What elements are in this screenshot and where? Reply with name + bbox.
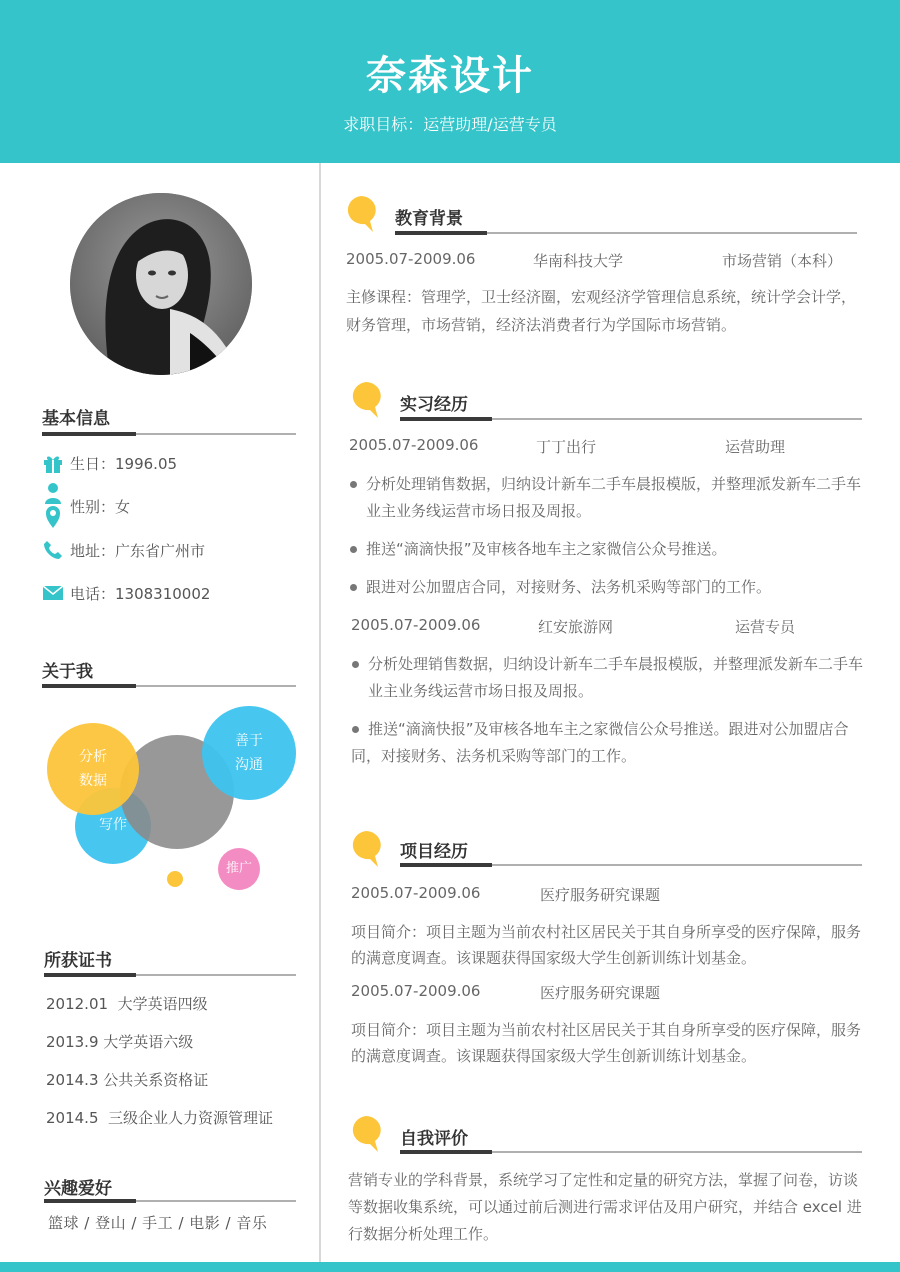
bubble-promotion (218, 848, 260, 890)
education-courses-line2: 财务管理，市场营销，经济法消费者行为学国际市场营销。 (346, 316, 737, 334)
project-desc-line2: 的满意度调查。该课题获得国家级大学生创新训练计划基金。 (351, 1047, 757, 1065)
job-bullet-cont: 同，对接财务、法务机采购等部门的工作。 (351, 747, 637, 765)
birthday-text: 生日：1996.05 (70, 454, 178, 473)
bullet-dot (350, 546, 357, 553)
bubble-writing-label: 写作 (99, 817, 127, 833)
speech-bubble-icon (348, 829, 384, 869)
bullet-text: 分析处理销售数据，归纳设计新车二手车晨报模版，并整理派发新车二手车 (366, 475, 862, 493)
info-phone (42, 582, 210, 604)
job-bullet (368, 715, 849, 743)
title-rule (487, 232, 857, 234)
cert-item: 2012.01 大学英语四级 (46, 995, 208, 1013)
bullet-dot (352, 726, 359, 733)
project-name: 医疗服务研究课题 (540, 984, 661, 1002)
title-underline (400, 863, 492, 867)
title-rule (492, 864, 862, 866)
job-bullet (366, 535, 727, 563)
title-underline (44, 1199, 136, 1203)
project-name: 医疗服务研究课题 (540, 886, 661, 904)
education-major: 市场营销（本科） (722, 252, 843, 270)
job-bullet (366, 470, 861, 498)
basic-info-title: 基本信息 (42, 409, 110, 429)
job-company: 红安旅游网 (538, 618, 614, 636)
bullet-dot (350, 584, 357, 591)
bubble-communication (202, 706, 296, 800)
job-role: 运营助理 (725, 438, 786, 456)
job-role: 运营专员 (735, 618, 796, 636)
certs-title: 所获证书 (44, 951, 112, 971)
cert-item: 2014.5 三级企业人力资源管理证 (46, 1109, 274, 1127)
info-address (42, 539, 205, 561)
job-date: 2005.07-2009.06 (351, 616, 481, 634)
cert-item: 2014.3 公共关系资格证 (46, 1071, 209, 1089)
bubble-analysis (47, 723, 139, 815)
bubble-promotion-label: 推广 (225, 861, 252, 876)
bullet-text: 推送“滴滴快报”及审核各地车主之家微信公众号推送。 (366, 540, 727, 558)
education-courses-line1: 主修课程：管理学，卫士经济圈，宏观经济学管理信息系统，统计学会计学， (346, 288, 857, 306)
hobbies-text: 篮球 / 登山 / 手工 / 电影 / 音乐 (48, 1214, 268, 1232)
job-date: 2005.07-2009.06 (349, 436, 479, 454)
bubble-analysis-line2: 数据 (79, 773, 107, 789)
address-text: 地址：广东省广州市 (70, 541, 206, 560)
person-pin-icon (42, 482, 64, 530)
job-bullet (366, 573, 771, 601)
phone-icon (42, 539, 64, 561)
job-target: 求职目标：运营助理/运营专员 (343, 115, 557, 134)
title-underline (395, 231, 487, 235)
bullet-text: 分析处理销售数据，归纳设计新车二手车晨报模版，并整理派发新车二手车 (368, 655, 864, 673)
bubble-comm-line2: 沟通 (235, 757, 263, 773)
bubble-analysis-line1: 分析 (79, 749, 107, 765)
speech-bubble-icon (343, 194, 379, 234)
job-company: 丁丁出行 (536, 438, 597, 456)
info-birthday (42, 452, 177, 474)
bubble-comm-line1: 善于 (235, 733, 263, 749)
info-gender (42, 482, 130, 530)
bullet-dot (350, 481, 357, 488)
education-title: 教育背景 (395, 209, 463, 229)
cert-item: 2013.9 大学英语六级 (46, 1033, 194, 1051)
title-underline (42, 432, 136, 436)
bubble-dot (167, 871, 183, 887)
project-desc-line1: 项目简介：项目主题为当前农村社区居民关于其自身所享受的医疗保障，服务 (351, 1021, 862, 1039)
bullet-dot (352, 661, 359, 668)
title-underline (400, 417, 492, 421)
speech-bubble-icon (348, 380, 384, 420)
candidate-name: 奈森设计 (366, 53, 534, 99)
title-rule (136, 433, 296, 435)
title-underline (42, 684, 136, 688)
speech-bubble-icon (348, 1114, 384, 1154)
self-eval-line3: 行数据分析处理工作。 (348, 1225, 499, 1243)
avatar-photo (70, 193, 252, 375)
self-eval-title: 自我评价 (400, 1129, 468, 1149)
job-bullet-cont: 业主业务线运营市场日报及周报。 (366, 502, 592, 520)
self-eval-line2: 等数据收集系统，可以通过前后测进行需求评估及用户研究，并结合 excel 进 (348, 1198, 862, 1216)
phone-text: 电话：1308310002 (70, 584, 211, 603)
project-date: 2005.07-2009.06 (351, 982, 481, 1000)
bullet-text: 推送“滴滴快报”及审核各地车主之家微信公众号推送。跟进对公加盟店合 (368, 720, 849, 738)
title-rule (492, 1151, 862, 1153)
mail-icon (42, 582, 64, 604)
education-school: 华南科技大学 (533, 252, 624, 270)
column-divider (319, 163, 321, 1262)
job-bullet (368, 650, 863, 678)
about-title: 关于我 (42, 662, 93, 682)
project-desc-line2: 的满意度调查。该课题获得国家级大学生创新训练计划基金。 (351, 949, 757, 967)
footer-bar (0, 1262, 900, 1272)
projects-title: 项目经历 (400, 842, 468, 862)
title-rule (136, 974, 296, 976)
gender-text: 性别：女 (70, 498, 131, 516)
project-date: 2005.07-2009.06 (351, 884, 481, 902)
title-rule (136, 1200, 296, 1202)
title-rule (492, 418, 862, 420)
gift-icon (42, 452, 64, 474)
header-banner (0, 0, 900, 163)
self-eval-line1: 营销专业的学科背景，系统学习了定性和定量的研究方法，掌握了问卷，访谈 (348, 1171, 859, 1189)
job-bullet-cont: 业主业务线运营市场日报及周报。 (368, 682, 594, 700)
project-desc-line1: 项目简介：项目主题为当前农村社区居民关于其自身所享受的医疗保障，服务 (351, 923, 862, 941)
bullet-text: 跟进对公加盟店合同，对接财务、法务机采购等部门的工作。 (366, 578, 772, 596)
hobbies-title: 兴趣爱好 (44, 1179, 112, 1199)
internship-title: 实习经历 (400, 395, 468, 415)
title-underline (44, 973, 136, 977)
title-underline (400, 1150, 492, 1154)
education-date: 2005.07-2009.06 (346, 250, 476, 268)
title-rule (136, 685, 296, 687)
